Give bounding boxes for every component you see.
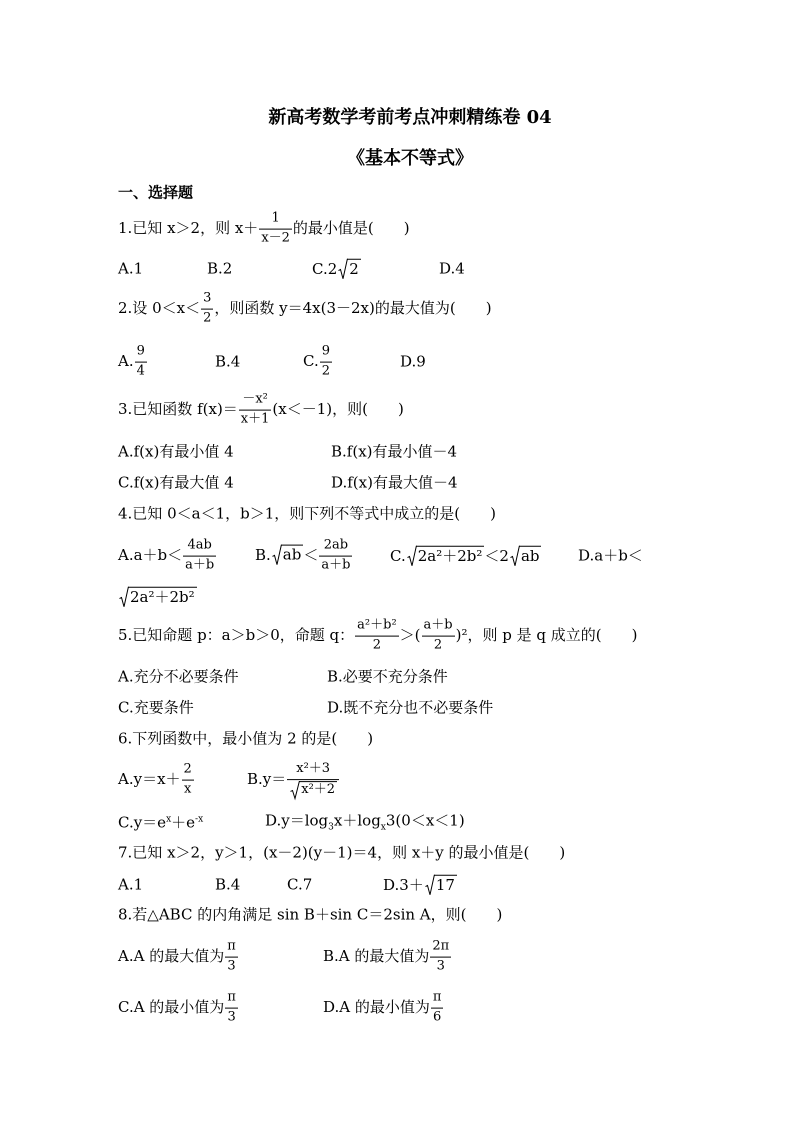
superscript: x (166, 814, 172, 825)
question-5-option-b: B.必要不充分条件 (327, 667, 448, 686)
option-text: 3(0＜x＜1) (385, 811, 465, 830)
question-7-option-a: A.1 (118, 875, 144, 894)
stem-text: 的最小值是( ) (292, 219, 410, 237)
question-2-option-d: D.9 (400, 352, 426, 371)
numerator: 2 (182, 762, 194, 781)
stem-text: 1.已知 x＞2，则 x＋ (118, 219, 259, 237)
denominator: 2 (433, 637, 443, 653)
stem-text: ，则函数 y＝4x(3－2x)的最大值为( ) (214, 299, 492, 317)
square-root (119, 587, 197, 608)
fraction (355, 618, 399, 655)
denominator: 3 (227, 958, 236, 974)
square-root (425, 875, 457, 896)
numerator: a²＋b² (355, 618, 399, 637)
numerator: π (431, 990, 444, 1009)
fraction (201, 291, 213, 328)
stem-text: 5.已知命题 p：a＞b＞0，命题 q： (118, 626, 355, 644)
numerator: －x² (239, 392, 272, 411)
question-4-option-a (118, 538, 217, 575)
numerator: 3 (201, 291, 213, 310)
fraction (182, 762, 194, 799)
radical-sign-icon (119, 587, 129, 608)
question-8-option-d (323, 990, 444, 1027)
question-5-stem (118, 618, 637, 655)
option-text: B.A 的最大值为 (323, 947, 430, 965)
radical-sign-icon (407, 546, 417, 567)
option-text: C.y＝e (118, 813, 167, 832)
stem-text: 3.已知函数 f(x)＝ (118, 400, 238, 418)
question-6-option-a (118, 762, 195, 799)
question-5-option-c: C.充要条件 (118, 698, 194, 717)
denominator: a＋b (185, 557, 215, 573)
superscript: -x (195, 814, 204, 825)
radicand: 2a²＋2b² (417, 546, 483, 565)
square-root (290, 781, 337, 799)
fraction (225, 990, 238, 1027)
question-1-option-a: A.1 (118, 259, 144, 278)
stem-text: )²，则 p 是 q 成立的( ) (455, 626, 638, 644)
numerator: π (225, 990, 238, 1009)
question-7-stem: 7.已知 x＞2，y＞1，(x－2)(y－1)＝4，则 x＋y 的最小值是( ) (118, 843, 566, 862)
option-text: ＜ (303, 546, 319, 564)
exam-title: 新高考数学考前考点冲刺精练卷 04 (268, 107, 552, 128)
option-text: D.3＋ (383, 875, 424, 894)
radical-sign-icon (425, 875, 435, 896)
radical-sign-icon (338, 259, 348, 280)
fraction (287, 761, 339, 799)
question-3-option-a: A.f(x)有最小值 4 (118, 442, 234, 461)
fraction (430, 939, 451, 976)
fraction (320, 344, 332, 381)
question-7-option-d (383, 875, 457, 896)
denominator: 2 (321, 363, 330, 379)
question-4-option-b (255, 538, 353, 575)
stem-text: 2.设 0＜x＜ (118, 299, 201, 317)
fraction (319, 538, 352, 575)
question-7-option-c: C.7 (287, 875, 313, 894)
radicand: 17 (435, 875, 455, 894)
square-root (407, 546, 485, 567)
stem-text: (x＜－1)，则( ) (272, 400, 404, 418)
radical-sign-icon (272, 545, 282, 566)
question-8-option-b (323, 939, 452, 976)
question-2-option-b: B.4 (215, 352, 241, 371)
numerator: 1 (259, 211, 292, 230)
denominator: x－2 (261, 230, 290, 246)
option-text: D.y＝log (265, 811, 329, 830)
question-4-option-d-continued (118, 587, 197, 608)
question-1-stem (118, 211, 410, 248)
question-8-option-c (118, 990, 239, 1027)
question-3-stem (118, 392, 404, 429)
question-2-option-c (303, 344, 333, 381)
fraction (431, 990, 444, 1027)
option-text: A.y＝x＋ (118, 770, 181, 788)
question-2-option-a (118, 344, 148, 381)
question-1-option-b: B.2 (207, 259, 233, 278)
question-8-option-a (118, 939, 239, 976)
question-6-option-c (118, 813, 203, 833)
option-text: B.y＝ (247, 770, 287, 788)
question-4-stem: 4.已知 0＜a＜1，b＞1，则下列不等式中成立的是( ) (118, 504, 496, 523)
fraction (183, 538, 216, 575)
numerator: 4ab (183, 538, 216, 557)
option-text: A.a＋b＜ (118, 546, 183, 564)
numerator: 9 (320, 344, 332, 363)
radicand: 2 (349, 259, 359, 278)
denominator: 6 (433, 1009, 442, 1025)
question-5-option-a: A.充分不必要条件 (118, 667, 239, 686)
numerator: π (225, 939, 238, 958)
option-text: ＜2 (484, 546, 509, 565)
fraction (422, 618, 455, 655)
option-text: ＋e (171, 813, 196, 832)
option-text: A.A 的最大值为 (118, 947, 225, 965)
numerator: a＋b (422, 618, 455, 637)
denominator: 3 (227, 1009, 236, 1025)
denominator: 2 (203, 310, 212, 326)
denominator: 2 (372, 637, 382, 653)
denominator: 4 (136, 363, 145, 379)
question-4-option-d: D.a＋b＜ (578, 546, 643, 565)
question-5-option-d: D.既不充分也不必要条件 (327, 698, 494, 717)
option-label: B. (255, 546, 271, 564)
option-label: C. (390, 546, 406, 565)
option-text: D.A 的最小值为 (323, 998, 430, 1016)
option-label: C. (303, 352, 319, 370)
denominator: x (184, 781, 192, 797)
subscript: x (380, 822, 386, 833)
numerator: 2ab (319, 538, 352, 557)
fraction (135, 344, 147, 381)
square-root (338, 259, 361, 280)
denominator: a＋b (321, 557, 351, 573)
square-root (510, 546, 542, 567)
question-6-option-d (265, 812, 465, 835)
square-root (272, 545, 304, 566)
question-6-stem: 6.下列函数中，最小值为 2 的是( ) (118, 729, 374, 748)
question-7-option-b: B.4 (215, 875, 241, 894)
option-text: x＋log (333, 811, 381, 830)
radical-sign-icon (290, 781, 300, 799)
option-text: C.2 (312, 259, 338, 278)
question-6-option-b (247, 761, 340, 799)
numerator: x²＋3 (287, 761, 339, 780)
denominator (287, 780, 339, 799)
radical-sign-icon (510, 546, 520, 567)
fraction (239, 392, 272, 429)
section-heading: 一、选择题 (118, 183, 194, 202)
question-1-option-c (312, 259, 361, 280)
question-3-option-b: B.f(x)有最小值－4 (331, 442, 458, 461)
numerator: 9 (135, 344, 147, 363)
exam-subtitle: 《基本不等式》 (347, 148, 473, 169)
question-2-stem (118, 291, 492, 328)
question-1-option-d: D.4 (439, 259, 465, 278)
radicand: x²＋2 (301, 782, 336, 797)
numerator: 2π (430, 939, 451, 958)
radicand: ab (282, 546, 302, 564)
question-3-option-d: D.f(x)有最大值－4 (331, 473, 458, 492)
denominator: 3 (436, 958, 445, 974)
fraction (259, 211, 292, 248)
option-label: A. (118, 352, 134, 370)
stem-text: ＞( (399, 626, 421, 644)
question-3-option-c: C.f(x)有最大值 4 (118, 473, 234, 492)
radicand: 2a²＋2b² (130, 587, 195, 606)
denominator: x＋1 (240, 411, 270, 427)
option-text: C.A 的最小值为 (118, 998, 225, 1016)
question-8-stem: 8.若△ABC 的内角满足 sin B＋sin C＝2sin A，则( ) (118, 905, 503, 924)
question-4-option-c (390, 546, 541, 567)
fraction (225, 939, 238, 976)
subscript: 3 (328, 822, 334, 833)
radicand: ab (520, 546, 540, 565)
